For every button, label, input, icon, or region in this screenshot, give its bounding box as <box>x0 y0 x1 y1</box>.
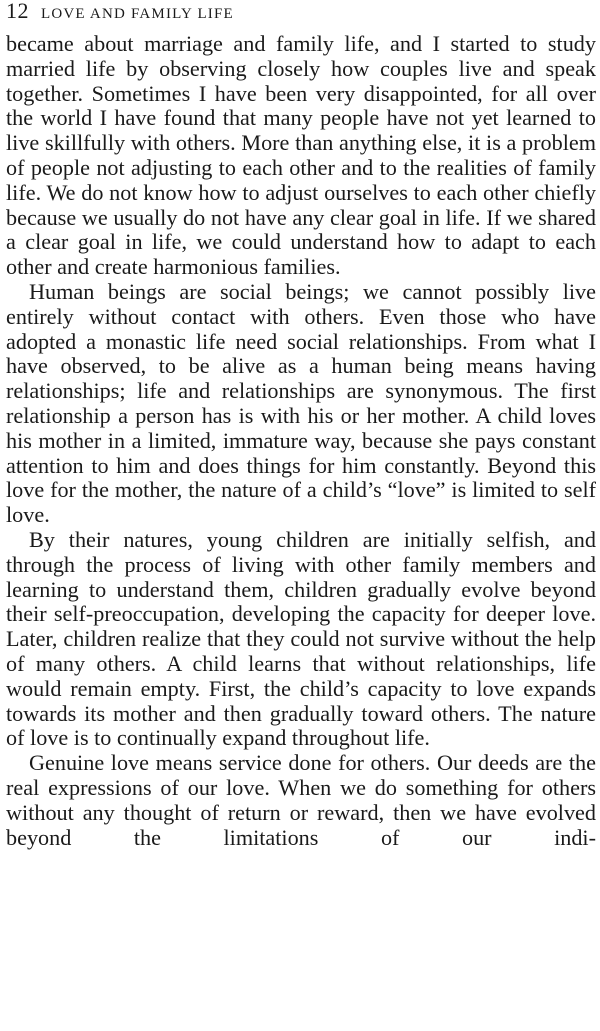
book-title: LOVE AND FAMILY LIFE <box>41 6 234 22</box>
body-text <box>6 32 596 850</box>
paragraph-3: By their natures, young children are initially selfish, and through the process of living with other family members and learning to understand them, children gradually evolve beyond their self-preoccupation, developing the capacity for deeper love. Later, children realize that they could not survive without the help of many others. A child learns that without relationships, life would remain empty. First, the child’s capacity to love expands towards its mother and then gradually toward others. The nature of love is to continually expand throughout life. <box>6 526 596 751</box>
page-number: 12 <box>6 0 29 23</box>
paragraph-1: became about marriage and family life, and I started to study married life by observing closely how couples live and speak together. Sometimes I have been very disappointed, for all over the world I have found that many people have not yet learned to live skillfully with others. More than anything else, it is a problem of people not adjusting to each other and to the realities of family life. We do not know how to adjust ourselves to each other chiefly because we usually do not have any clear goal in life. If we shared a clear goal in life, we could understand how to adapt to each other and create harmonious families. <box>6 31 596 280</box>
book-page <box>6 0 596 1031</box>
paragraph-2: Human beings are social beings; we cannot possibly live entirely without contact with others. Even those who have adopted a monastic life need social relationships. From what I have observed, to be alive as a human being means having relationships; life and relationships are synonymous. The first relationship a person has is with his or her mother. A child loves his mother in a limited, immature way, because she pays constant attention to him and does things for him constantly. Beyond this love for the mother, the nature of a child’s “love” is limited to self love. <box>6 278 596 528</box>
paragraph-4: Genuine love means service done for others. Our deeds are the real expressions of our love. When we do something for others without any thought of return or reward, then we have evolved beyond the limitations of our indi- <box>6 750 596 850</box>
running-head <box>6 0 596 28</box>
